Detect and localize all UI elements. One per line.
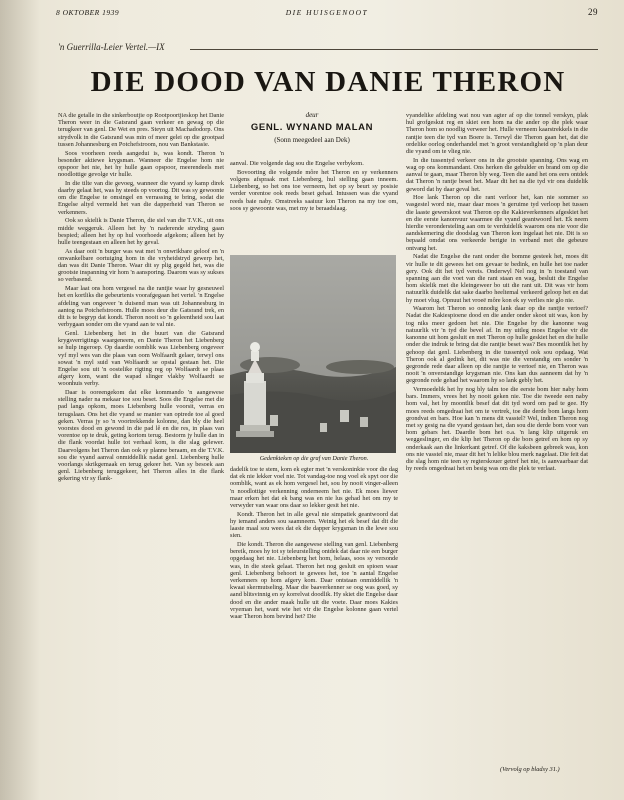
byline-prefix: deur: [305, 111, 319, 119]
paragraph: Waarom het Theron so onnodig lank daar op die rantjie vertoef? Nadat die Kakiespioene dood en die ander onder skoot uit was, kon hy tog niks meer gedoen het nie. Die Engelse by die kanonne wag natuurlik vir 'n tyd die bevel af. In my uitleg moes Engelse vir die kanonne uit hom gesluit en met Theron op hulle geskiet het en die hulle onder die indruk te bring dat die rantjie beset was? Bes moontlik het hy gehoop dat genl. Liebenberg in die tussentyd ook sou opdaag. Wat Theron ook al gedink het, dit was nie die verstandig om sonder 'n gegronde rede daar alleen op die rantjie te vertoef nie, en Theron was nooit 'n onverstandige krygsman nie. Ons kan dus aanneem dat hy 'n gegronde rede gehad het waarom hy so lank gebly het.: [406, 305, 588, 385]
memorial-image: [230, 255, 396, 453]
paragraph: Soos voorheen reeds aangedui is, was kondt. Theron 'n besonder aktiewe krygsman. Wanneer die Engelse hom nie opspoor het nie, het hy hulle gaan opspoor, meerendeels met noodlottige gevolge vir hulle.: [58, 149, 224, 179]
paragraph: aanval. Die volgende dag sou die Engelse verbykom.: [230, 160, 364, 167]
series-rule: [190, 49, 598, 50]
memorial-photo: [230, 255, 396, 453]
paragraph: Ook so skielik is Danie Theron, die siel van die T.V.K., uit ons midde weggeruk. Alleen het hy 'n naderende stryding gaan bespied; alleen het hy op hul voorhoede afgekom; alleen het hy hulle teengestaan en alleen het hy geval.: [58, 217, 224, 246]
byline: [226, 110, 398, 146]
binding-shadow: [0, 0, 40, 800]
column-3: [406, 112, 588, 762]
paragraph: Genl. Liebenberg het in die buurt van die Gatsrand krygsverrigtings waargeneem, en Danie Theron het Liebenberg se hulp ingeroep. Op daardie oomblik was Liebenberg ongeveer vyf myl wes van die plaas van oom Wolfaardt gelaer, terwyl ons sowat 'n myl suid van Wolfaardt se opstal gestaan het. Die Engelse sou uit 'n oostelike rigting reg op Wolfaardt se plaas afgery kom, want die wapad slinger vlakby Wolfaardt se woonhuis verby.: [58, 329, 224, 388]
running-header: [56, 8, 598, 22]
column-2-bottom: [230, 466, 398, 778]
paragraph: Bovoorting die volgende môre het Theron en sy verkenners volgens afspraak met Liebenberg, hul stelling gaan inneem. Liebenberg, so het ons toe verneem, het op sy beurt sy posisie verder vorentoe ook reeds beset gehad. Intussen was die vyand reeds baie naby. Omstreeks saaiuur kon Theron na my toe om, soos sy gewoonte was, met my te beraadslaag.: [230, 168, 398, 212]
series-title: [58, 42, 598, 56]
paragraph: Nadat die Engelse die rant onder die bomme gesteek het, moes dit vir hulle te dit gewees het om gevaar te bedink, en hulle het toe nader gery. Ook dit het tyd vereis. Onderwyl Nel nog in 'n toestand van spanning aan die voet van die rant staan en wag, besluit die Engelse hom skielik met die kleingeweer bo uit die rant uit. Dit was vir hom natuurlik duidelik dat sake daarbo heeltemal verkeerd geloop het en dat hy moet vlug. Opnuut het vroeë môre kon ek sy verlies nie glo nie.: [406, 253, 588, 304]
byline-note: (Sonn meegedeel aan Dek): [274, 136, 350, 144]
continued-note: (Vervolg op bladsy 31.): [500, 766, 560, 773]
page-number: 29: [588, 7, 598, 17]
paragraph: In die tussentyd verkeer ons in die grootste spanning. Ons wag en wag op ons kommandant. Ons herken die gebulder en brand om op die aanval te gaan, maar Theron bly weg. Teen die aand het ons eers ontdek dat Theron 'n rantje beset het. Maar dit het na die tyd vir ons duidelik geword dat hy daar geval het.: [406, 156, 588, 193]
paragraph: vyandelike afdeling wat nou van agter af op die tonnel verskyn, plak hul grofgeskut reg en skiet een hom na die ander op die plek waar Theron hom so noodlig verweer het. Hulle verneem kaarstrekkels in die rantjie teen die tyd van Boere is. Terwyl die Theron gaan het, dat die ordelike oorlog onderhandel met 'n groot verstandigheid op 'n plan deur die vyand om te vlieg nie.: [406, 112, 588, 156]
paragraph: Kondt. Theron het in alle geval nie simpatiek geantwoord dat hy iemand anders sou saamneem. Weinig het ek besef dat dit die laaste maal sou wees dat ek die dapper krygsman in die lewe sou sien.: [230, 510, 398, 540]
author-name: GENL. WYNAND MALAN: [250, 122, 374, 133]
issue-date: 8 OKTOBER 1939: [56, 8, 120, 17]
series-label: 'n Guerrilla-Leier Vertel.—IX: [58, 42, 165, 52]
paragraph: NA die getalle in die sinkerboutjie op Rootpoortjieskop het Danie Theron weer in die Gatsrand gaan verkeer en gewag op die terugkeer van genl. De Wet en pres. Steyn uit Machadodorp. Ons strydvolk in die Gatsrand was min of meer gelei op die grootpad tussen Johannesburg en Potchefstroom, nou van Bankstasie.: [58, 112, 224, 148]
paragraph: Daar is ooreengekom dat elke kommando 'n aangewese stelling nader na mekaar toe sou beset. Soos die Engelse met die pad langs opkom, moes Liebenberg hulle voorsit, verras en terugslaan. Ons het die vyand se manier van optrede toe al goed geken. Verras jy so 'n voortrekkende kolonne, dan bly die heel voorstes dood en gewond in die pad lê en die res, in plaas van vorentoe op te druk, geting kortom terug. Bestorm jy hulle dan in die flank voordat hulle tot verhaal kom, is die slag gelewer. Daarvolgens het Theron dan ook sy planne beraam, en die T.V.K. sou die vyand aanval onmiddellik nadat genl. Liebenberg hulle voorlangs skrikgemaak en terug gekeer het. Van sy besoek aan genl. Liebenberg teruggekeer, het Theron alles in die flank gekering vir sy flank-: [58, 389, 224, 483]
paragraph: In die tilte van die gevoeg, wanneer die vyand sy kamp direk daarby gelaat het, was hy steeds op voortog. Dit was sy gewoonte om die Engelse te omsingel en verrassing te bring, sodat die Engelse altyd vermeld het van die dapperheid van Theron se verkenners.: [58, 179, 224, 216]
paragraph: Hoe lank Theron op die rant verloor het, kan nie sommer so vasgestel word nie, maar daar moes 'n geruime tyd verloop het tussen die laaste gewerskoot wat Theron op die Kakieverkenners afgeskiet het en die eerste kanonvuur waarmee die vyand geantwoord het. Ek neem hierdie verondersteling aan om te verduidelik waarom ons nie voor die aandskemering die doodslag van Theron kon ingelaat het nie. Dit is so bepaald omdat ons verkeerde berigte in verband met die gebeure ontvang het.: [406, 194, 588, 252]
column-2-top: [230, 160, 398, 255]
paragraph: Maar laat ons hom vergesel na die rantjie waar hy gesneuwel het en kortliks die gebeurtenis voorafgegaan het vertel. 'n Engelse afdeling van ongeveer 'n duisend man was uit Johannesburg in aantog na Potchefstroom. Hulle moes deur die Gatsrand trek, en dit is te begryp dat kondt. Theron nooit so 'n geleentheid sou laat verbygaan sonder om die vyand aan te val nie.: [58, 285, 224, 329]
paragraph: As daar ooit 'n burger was wat met 'n onwrikbare geloof en 'n onwankelbare oortuiging hom in die vryheidstryd gewerp het, dan was dit Danie Theron. Waar dit sy plig gegeld het, was die grootste inspanning vir hom 'n aansporing. Daarom was sy sukses so verbasend.: [58, 247, 224, 284]
photo-caption: Gedenkteken op die graf van Danie Theron.: [259, 455, 369, 462]
column-1: [58, 112, 224, 780]
paragraph: Die kondt. Theron die aangewese stelling van genl. Liebenberg bereik, moes hy tot sy teleurstelling ontdek dat daar nie een burger opgedaag het nie. Liebenberg het hom, helaas, soos sy versonde was, in die steek gelaat. Theron het nog gesluit en spioen waar genl. Liebenberg behoort te gewees het, toe 'n aantal Engelse verkenners op hom afgery kom. Daar ontstaan onmiddellik 'n kwaai skermutseling. Maar die baaverkenner se oog was goed, sy aand blitsvinnig en sy korrelvat doodlik. Hy skiet die Engelse daar dood en die ander maak hulle uit die voete. Daar moes Kakies vryeman het, want wie het vir die Engelse kolonne gaan vertel waar Theron hom bevind het? Die: [230, 541, 398, 621]
paragraph: dadelik toe te stem, kom ek egter met 'n verskoninkie voor die dag dat ek nie lekker voel nie. Tot vandag-toe nog voel ek spyt oor die oomblik, want as ek hom vergesel het, sou hy nooit vinger-alleen 'n noodlottige verkenning onderneem het nie. Ek moes liewer maar erken het dat ek bang was en nie lus gehad het om my te verwyder van waar ons daar so lekker gesit het nie.: [230, 466, 398, 510]
article-headline: DIE DOOD VAN DANIE THERON: [90, 66, 566, 98]
magazine-name: DIE HUISGENOOT: [285, 8, 369, 17]
paragraph: Vermoedelik het hy nog bly talm toe die eerste bom hier naby hom bars. Immers, vrees het hy nooit geken nie. Toe die tweede een naby hom val, het hy moontlik besef dat dit tyd word om pad te gee. Hy moes reeds omgedraai het om te vertrek, toe die derde bom langs hom grondvat en bars. Hoe kan 'n mens dit vasstel? Wel, indien Theron nog met sy gesig na die vyand gestaan het, dan sou die derde bom voor van hom gebars het. Daardie bom het o.a. 'n lang klip uitgeruk en weggeslinger, en die klip het Theron op die bors getref en hom op sy onderkaak aan die linkerkant getref. Of die kaksbeen gebreek was, kon ons nie vasstel nie, maar dit het 'n lelike blou merk nagelaat. Die feit dat die slag hom nie teen sy regterskouer getref het nie, is aanvaarbaar dat hy reeds omgedraai het en besig was om die plek te verlaat.: [406, 386, 588, 473]
